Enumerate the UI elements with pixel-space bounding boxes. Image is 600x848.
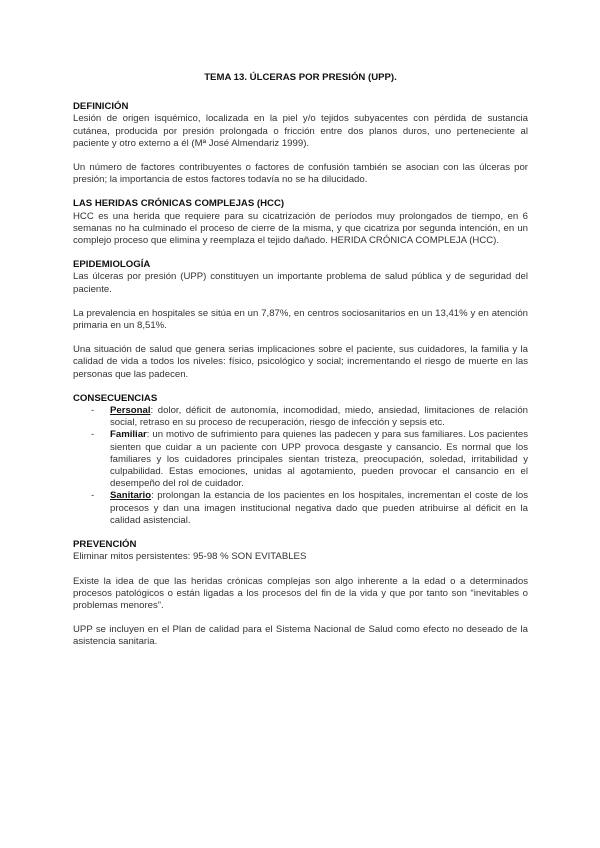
list-item <box>91 429 528 490</box>
section-heading-definicion: DEFINICIÓN <box>73 101 129 113</box>
item-label: Sanitario <box>110 490 152 502</box>
item-label: Personal <box>110 405 151 417</box>
consequences-list <box>73 405 528 527</box>
list-dash: - <box>91 429 95 441</box>
paragraph: Lesión de origen isquémico, localizada en la piel y/o tejidos subyacentes con pérdida de sustancia cutánea, producida por presión prolongada o fricción entre dos planos duros, uno perteneciente al paciente y otro externo a él (Mª José Almendariz 1999). <box>73 113 528 149</box>
section-heading-hcc: LAS HERIDAS CRÓNICAS COMPLEJAS (HCC) <box>73 198 285 210</box>
item-text: : prolongan la estancia de los pacientes en los hospitales, incrementan el coste de los procesos y dan una imagen institucional negativa dado que pueden atribuirse al déficit en la calidad asistencial. <box>110 490 528 526</box>
paragraph: La prevalencia en hospitales se sitúa en un 7,87%, en centros sociosanitarios en un 13,41% y en atención primaria en un 8,51%. <box>73 307 528 332</box>
list-dash: - <box>91 490 95 502</box>
paragraph: Existe la idea de que las heridas crónicas complejas son algo inherente a la edad o a determinados procesos patológicos o están ligadas a los procesos del fin de la vida y que por tanto son “inevitables o problemas menores”. <box>73 575 528 611</box>
list-item <box>91 405 528 429</box>
item-text: : dolor, déficit de autonomía, incomodidad, miedo, ansiedad, limitaciones de relación social, retraso en su proceso de recuperación, riesgo de infección y sepsis etc. <box>110 405 528 429</box>
paragraph: Las úlceras por presión (UPP) constituyen un importante problema de salud pública y de seguridad del paciente. <box>73 271 528 295</box>
paragraph: UPP se incluyen en el Plan de calidad para el Sistema Nacional de Salud como efecto no deseado de la asistencia sanitaria. <box>73 624 528 648</box>
section-heading-epidemiologia: EPIDEMIOLOGÍA <box>73 259 151 271</box>
item-text: : un motivo de sufrimiento para quienes las padecen y para sus familiares. Los pacientes sienten que cuidar a un paciente con UPP provoca desgaste y cansancio. Es normal que los familiares y los cuidadores principales sientan tristeza, preocupación, soledad, irritabilidad y culpabilidad. Estas emociones, unidas al agotamiento, pueden provocar el cansancio en el desempeño del rol de cuidador. <box>110 429 528 490</box>
list-item <box>91 490 528 527</box>
page-title: TEMA 13. ÚLCERAS POR PRESIÓN (UPP). <box>204 72 397 83</box>
item-label: Familiar <box>110 429 147 441</box>
section-heading-consecuencias: CONSECUENCIAS <box>73 392 158 404</box>
paragraph: Eliminar mitos persistentes: 95-98 % SON EVITABLES <box>73 551 307 563</box>
paragraph: Una situación de salud que genera serias implicaciones sobre el paciente, sus cuidadores, la familia y la calidad de vida a todos los niveles: físico, psicológico y social; incrementando el riesgo de muerte en las personas que las padecen. <box>73 344 528 380</box>
paragraph: Un número de factores contribuyentes o factores de confusión también se asocian con las úlceras por presión; la importancia de estos factores todavía no se ha dilucidado. <box>73 162 528 186</box>
section-heading-prevencion: PREVENCIÓN <box>73 539 137 551</box>
list-dash: - <box>91 405 95 417</box>
paragraph: HCC es una herida que requiere para su cicatrización de períodos muy prolongados de tiempo, en 6 semanas no ha culminado el proceso de cierre de la misma, y que cicatriza por segunda intención, en un complejo proceso que elimina y reemplaza el tejido dañado. HERIDA CRÓNICA COMPLEJA (HCC). <box>73 210 528 247</box>
